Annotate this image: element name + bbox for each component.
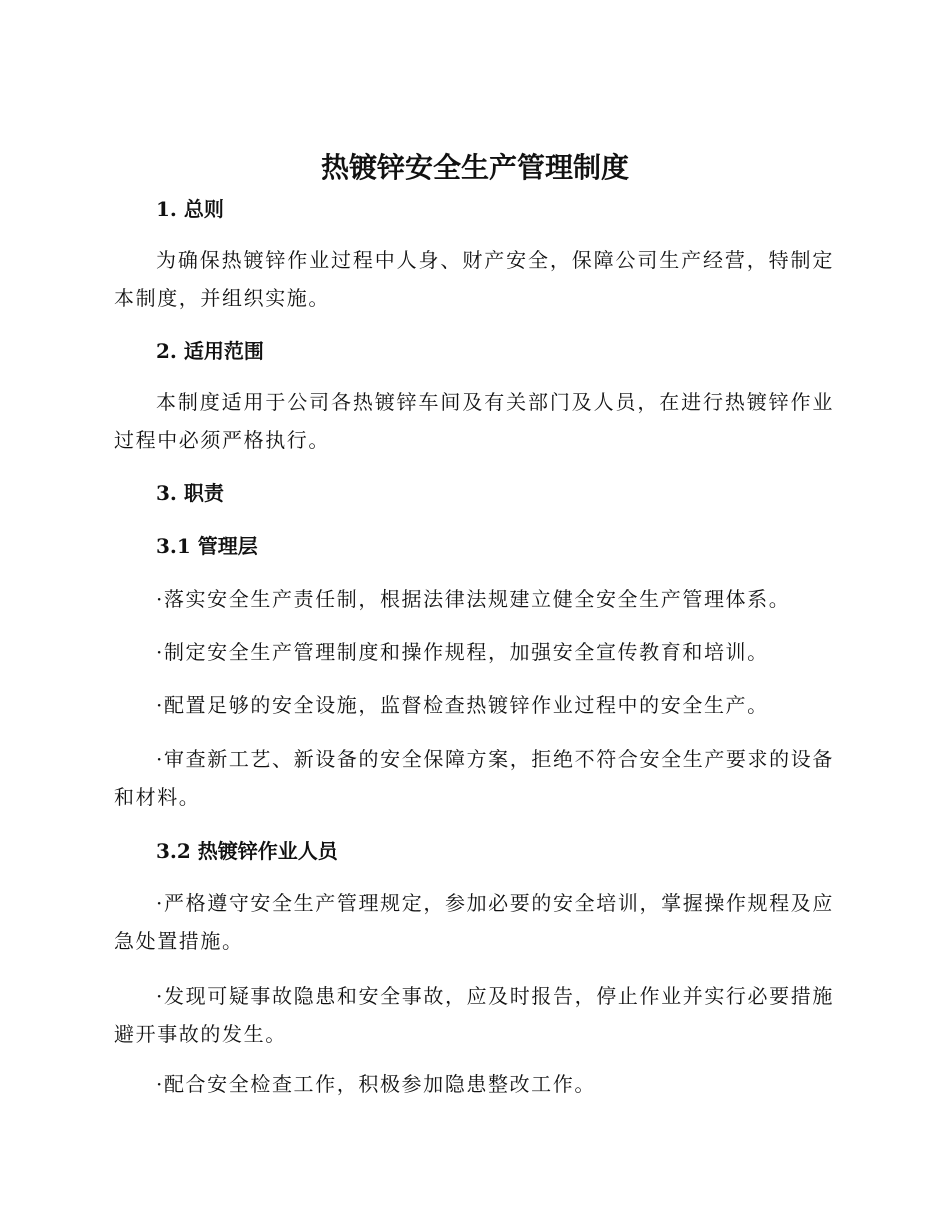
list-item-management-4: ·审查新工艺、新设备的安全保障方案，拒绝不符合安全生产要求的设备和材料。	[114, 747, 834, 809]
list-item-operators-3: ·配合安全检查工作，积极参加隐患整改工作。	[156, 1072, 596, 1096]
subsection-heading-operators: 3.2 热镀锌作业人员	[156, 839, 338, 863]
list-item-management-2: ·制定安全生产管理制度和操作规程，加强安全宣传教育和培训。	[156, 640, 769, 664]
list-item-management-1: ·落实安全生产责任制，根据法律法规建立健全安全生产管理体系。	[156, 587, 791, 611]
paragraph-general: 为确保热镀锌作业过程中人身、财产安全，保障公司生产经营，特制定本制度，并组织实施。	[114, 248, 834, 310]
list-item-management-3: ·配置足够的安全设施，监督检查热镀锌作业过程中的安全生产。	[156, 693, 769, 717]
subsection-heading-management: 3.1 管理层	[156, 534, 258, 558]
paragraph-scope: 本制度适用于公司各热镀锌车间及有关部门及人员，在进行热镀锌作业过程中必须严格执行。	[114, 390, 834, 452]
section-heading-general: 1. 总则	[156, 197, 224, 221]
list-item-operators-2: ·发现可疑事故隐患和安全事故，应及时报告，停止作业并实行必要措施避开事故的发生。	[114, 984, 834, 1046]
list-item-operators-1: ·严格遵守安全生产管理规定，参加必要的安全培训，掌握操作规程及应急处置措施。	[114, 891, 834, 953]
section-heading-scope: 2. 适用范围	[156, 339, 264, 363]
section-heading-responsibilities: 3. 职责	[156, 481, 224, 505]
document-title: 热镀锌安全生产管理制度	[320, 151, 629, 184]
